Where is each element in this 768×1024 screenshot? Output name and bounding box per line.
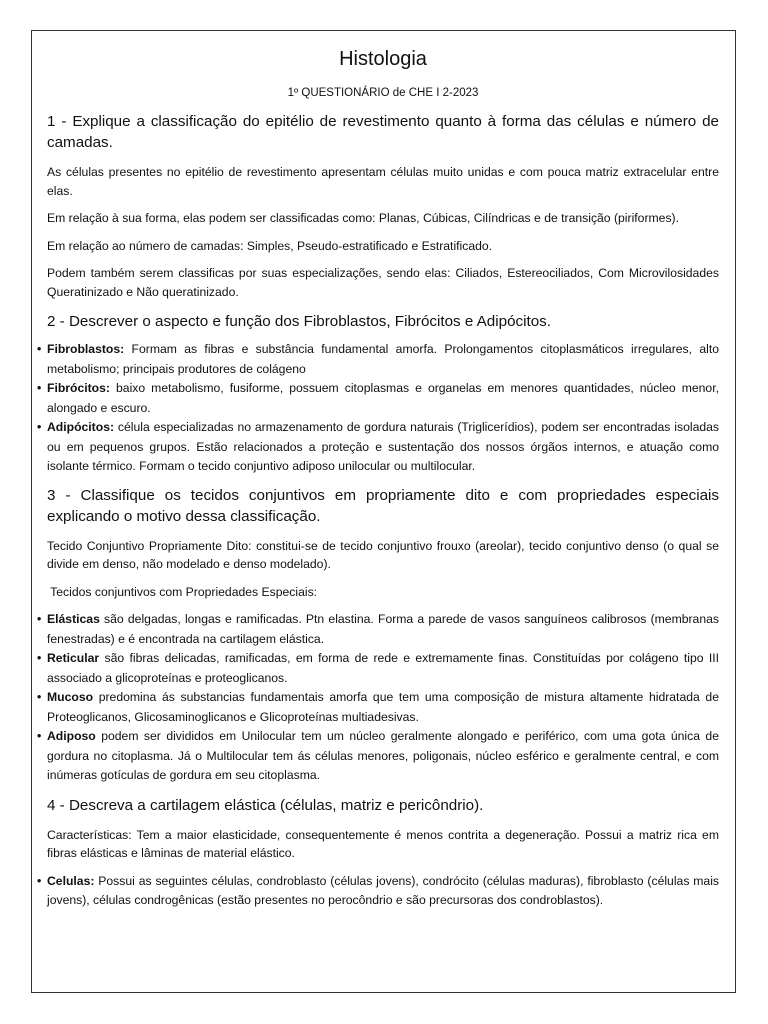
list-item	[37, 688, 719, 727]
question-2-list	[37, 340, 719, 477]
list-item-text: baixo metabolismo, fusiforme, possuem citoplasmas e organelas em menores quantidades, núcleo menor, alongado e escuro.	[47, 381, 719, 415]
list-item	[37, 610, 719, 649]
bullet-icon: •	[37, 381, 42, 395]
list-item-term: Mucoso	[47, 690, 94, 704]
list-item	[37, 727, 719, 786]
list-item-text: Possui as seguintes células, condroblasto (células jovens), condrócito (células maduras), fibroblasto (células mais jovens), células condrogênicas (estão presentes no perocôndrio e são precursoras dos condroblastos).	[47, 873, 719, 907]
question-4-list	[37, 872, 719, 911]
document-content	[37, 46, 719, 911]
question-1-heading: 1 - Explique a classificação do epitélio de revestimento quanto à forma das células e número de camadas.	[47, 113, 719, 151]
question-1-paragraph: As células presentes no epitélio de revestimento apresentam células muito unidas e com pouca matriz extracelular entre elas.	[47, 165, 719, 198]
list-item-text: podem ser divididos em Unilocular tem um núcleo geralmente alongado e periférico, com uma gota única de gordura no citoplasma. Já o Multilocular tem ás células menores, poligonais, núcleo esférico e geralmente central, e com inúmeras gotículas de gordura em seu citoplasma.	[47, 729, 719, 782]
question-3-heading: 3 - Classifique os tecidos conjuntivos em propriamente dito e com propriedades especiais explicando o motivo dessa classificação.	[47, 486, 719, 525]
list-item-term: Elásticas	[47, 612, 100, 626]
question-4-heading: 4 - Descreva a cartilagem elástica (células, matriz e pericôndrio).	[47, 796, 484, 814]
question-3-paragraph: Tecidos conjuntivos com Propriedades Especiais:	[47, 584, 318, 599]
list-item-term: Reticular	[47, 651, 100, 665]
document-subtitle: 1º QUESTIONÁRIO de CHE I 2-2023	[287, 87, 479, 99]
question-3-list	[37, 610, 719, 786]
question-4-paragraph: Características: Tem a maior elasticidade, consequentemente é menos contrita a degeneração. Possui a matriz rica em fibras elásticas e lâminas de material elástico.	[47, 827, 719, 860]
list-item	[37, 649, 719, 688]
question-1-paragraph: Em relação ao número de camadas: Simples, Pseudo-estratificado e Estratificado.	[47, 238, 493, 253]
question-3-paragraph: Tecido Conjuntivo Propriamente Dito: constitui-se de tecido conjuntivo frouxo (areolar), tecido conjuntivo denso (o qual se divide em denso, não modelado e denso modelado).	[47, 538, 719, 571]
document-title: Histologia	[339, 48, 427, 70]
question-2-heading: 2 - Descrever o aspecto e função dos Fibroblastos, Fibrócitos e Adipócitos.	[47, 313, 551, 330]
list-item-text: são fibras delicadas, ramificadas, em forma de rede e extremamente finas. Constituídas por colágeno tipo III associado a glicoproteínas e proteoglicanos.	[47, 651, 719, 685]
bullet-icon: •	[37, 420, 42, 434]
bullet-icon: •	[37, 342, 42, 356]
list-item-text: são delgadas, longas e ramificadas. Ptn elastina. Forma a parede de vasos sanguíneos calibrosos (membranas fenestradas) e é encontrada na cartilagem elástica.	[47, 612, 719, 646]
list-item-term: Fibroblastos:	[47, 342, 125, 356]
list-item	[37, 872, 719, 911]
list-item-term: Fibrócitos:	[47, 381, 110, 395]
list-item-term: Celulas:	[47, 873, 95, 888]
question-1-paragraph: Podem também serem classificas por suas especializações, sendo elas: Ciliados, Estereociliados, Com Microvilosidades Queratinizado e Não queratinizado.	[47, 266, 719, 299]
list-item-text: Formam as fibras e substância fundamental amorfa. Prolongamentos citoplasmáticos irregulares, alto metabolismo; principais produtores de colágeno	[47, 342, 719, 376]
list-item	[37, 340, 719, 379]
list-item	[37, 418, 719, 477]
bullet-icon: •	[37, 729, 42, 743]
bullet-icon: •	[37, 651, 42, 665]
list-item-text: célula especializadas no armazenamento de gordura naturais (Triglicerídios), podem ser encontradas isoladas ou em pequenos grupos. Estão relacionados a proteção e sustentação dos nossos órgãos internos, e atuação como isolante térmico. Formam o tecido conjuntivo adiposo unilocular ou multilocular.	[47, 420, 719, 473]
bullet-icon: •	[37, 873, 42, 888]
list-item-term: Adiposo	[47, 729, 96, 743]
question-1-paragraph: Em relação à sua forma, elas podem ser classificadas como: Planas, Cúbicas, Cilíndricas e de transição (piriformes).	[47, 211, 679, 225]
list-item-term: Adipócitos:	[47, 420, 115, 434]
list-item-text: predomina ás substancias fundamentais amorfa que tem uma composição de mistura altamente hidratada de Proteoglicanos, Glicosaminoglicanos e Glicoproteínas multiadesivas.	[47, 690, 719, 724]
bullet-icon: •	[37, 612, 42, 626]
document-page	[31, 30, 736, 993]
list-item	[37, 379, 719, 418]
bullet-icon: •	[37, 690, 42, 704]
